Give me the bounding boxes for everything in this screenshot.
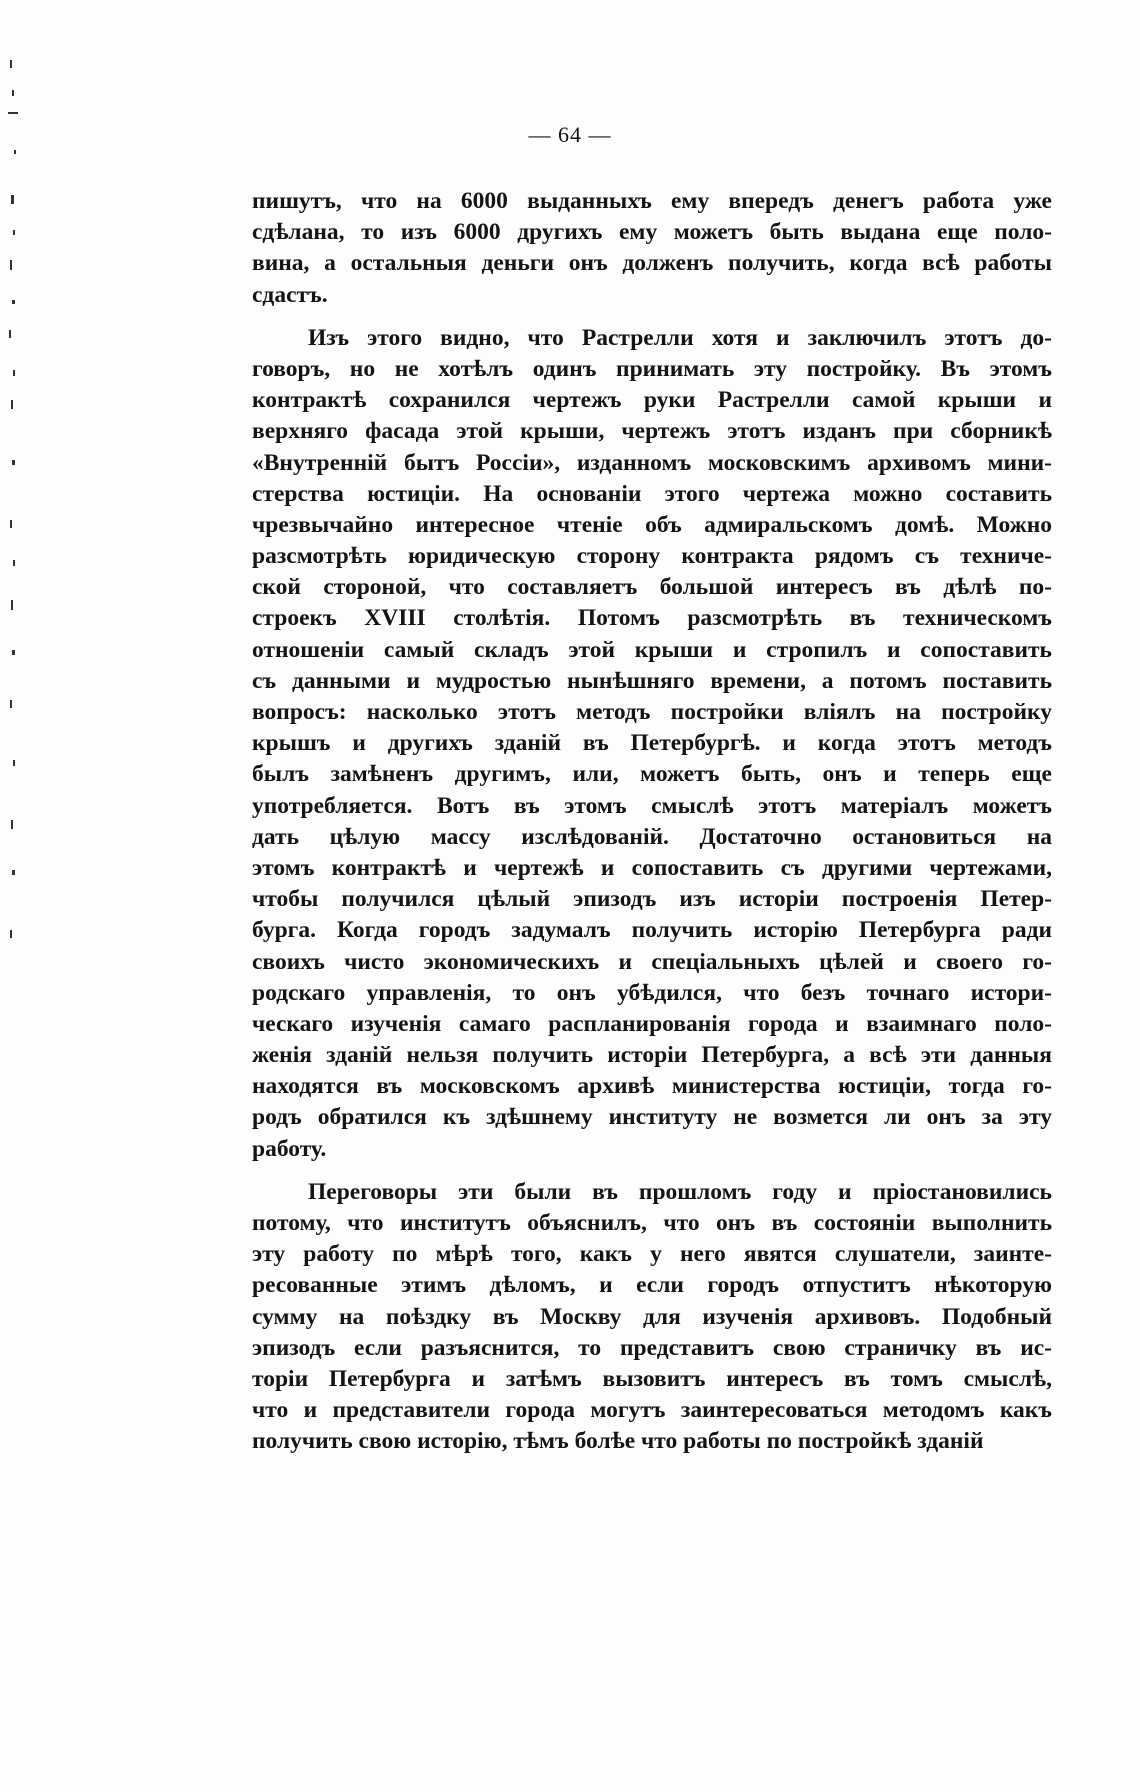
text-line: ской стороной, что составляетъ большой интересъ въ дѣлѣ по- (252, 574, 1052, 601)
paragraph-gap (252, 311, 1052, 323)
text-line: «Внутренній бытъ Россіи», изданномъ московскимъ архивомъ мини- (252, 449, 1052, 476)
text-line: стерства юстиціи. На основаніи этого чертежа можно составить (252, 480, 1052, 507)
text-line: Переговоры эти были въ прошломъ году и пріостановились (308, 1178, 1052, 1205)
text-line: крышъ и другихъ зданій въ Петербургѣ. и когда этотъ методъ (252, 730, 1052, 757)
text-line: эпизодъ если разъяснится, то представитъ свою страничку въ ис- (252, 1334, 1052, 1361)
paragraph (252, 186, 1052, 311)
page-number: — 64 — (528, 122, 612, 147)
paragraph (252, 323, 1052, 1165)
text-line: что и представители города могутъ заинтересоваться методомъ какъ (252, 1397, 1052, 1424)
text-line: торіи Петербурга и затѣмъ вызовитъ интересъ въ томъ смыслѣ, (252, 1365, 1052, 1392)
text-line: говоръ, но не хотѣлъ одинъ принимать эту постройку. Въ этомъ (252, 355, 1052, 382)
text-line: бурга. Когда городъ задумалъ получить исторію Петербурга ради (252, 917, 1052, 944)
text-line: находятся въ московскомъ архивѣ министерства юстиціи, тогда го- (252, 1073, 1052, 1100)
text-line: ресованные этимъ дѣломъ, и если городъ отпуститъ нѣкоторую (252, 1272, 1052, 1299)
text-line: родскаго управленія, то онъ убѣдился, что безъ точнаго истори- (252, 979, 1052, 1006)
text-line: сдѣлана, то изъ 6000 другихъ ему можетъ быть выдана еще поло- (252, 219, 1052, 246)
text-line: вопросъ: насколько этотъ методъ постройки вліялъ на постройку (252, 699, 1052, 725)
text-line: дать цѣлую массу изслѣдованій. Достаточно остановиться на (252, 823, 1052, 850)
text-line: получить свою исторію, тѣмъ болѣе что работы по постройкѣ зданій (252, 1428, 984, 1455)
text-line: женія зданій нельзя получить исторіи Петербурга, а всѣ эти данныя (252, 1042, 1052, 1069)
text-line: разсмотрѣть юридическую сторону контракта рядомъ съ техниче- (252, 543, 1052, 570)
paragraph (252, 1177, 1052, 1458)
text-line: сумму на поѣздку въ Москву для изученія архивовъ. Подобный (252, 1303, 1052, 1330)
text-line: потому, что институтъ объяснилъ, что онъ въ состояніи выполнить (252, 1210, 1052, 1236)
paragraph-gap (252, 1165, 1052, 1177)
text-line: родъ обратился къ здѣшнему институту не возмется ли онъ за эту (252, 1104, 1052, 1131)
text-line: сдастъ. (252, 281, 328, 308)
text-line: употребляется. Вотъ въ этомъ смыслѣ этотъ матеріалъ можетъ (252, 792, 1052, 819)
text-line: контрактѣ сохранился чертежъ руки Растрелли самой крыши и (252, 387, 1052, 414)
text-line: пишутъ, что на 6000 выданныхъ ему впередъ денегъ работа уже (252, 188, 1052, 214)
text-line: съ данными и мудростью нынѣшняго времени, а потомъ поставить (252, 667, 1052, 694)
text-line: этомъ контрактѣ и чертежѣ и сопоставить съ другими чертежами, (252, 854, 1052, 881)
scan-edge-marks (0, 0, 40, 1000)
text-line: эту работу по мѣрѣ того, какъ у него явятся слушатели, заинте- (252, 1241, 1052, 1268)
text-line: чтобы получился цѣлый эпизодъ изъ исторіи построенія Петер- (252, 886, 1052, 913)
body-text (252, 186, 1052, 1458)
text-line: работу. (252, 1135, 327, 1162)
text-line: чрезвычайно интересное чтеніе объ адмиральскомъ домѣ. Можно (252, 511, 1052, 538)
text-line: строекъ XVIII столѣтія. Потомъ разсмотрѣть въ техническомъ (252, 605, 1052, 632)
text-line: своихъ чисто экономическихъ и спеціальныхъ цѣлей и своего го- (252, 948, 1052, 975)
text-line: ческаго изученія самаго распланированія города и взаимнаго поло- (252, 1010, 1052, 1037)
text-line: Изъ этого видно, что Растрелли хотя и заключилъ этотъ до- (308, 324, 1052, 351)
text-line: былъ замѣненъ другимъ, или, можетъ быть, онъ и теперь еще (252, 761, 1052, 788)
text-line: отношеніи самый складъ этой крыши и стропилъ и сопоставить (252, 636, 1052, 663)
text-line: вина, а остальныя деньги онъ долженъ получить, когда всѣ работы (252, 250, 1052, 277)
text-line: верхняго фасада этой крыши, чертежъ этотъ изданъ при сборникѣ (252, 418, 1052, 445)
